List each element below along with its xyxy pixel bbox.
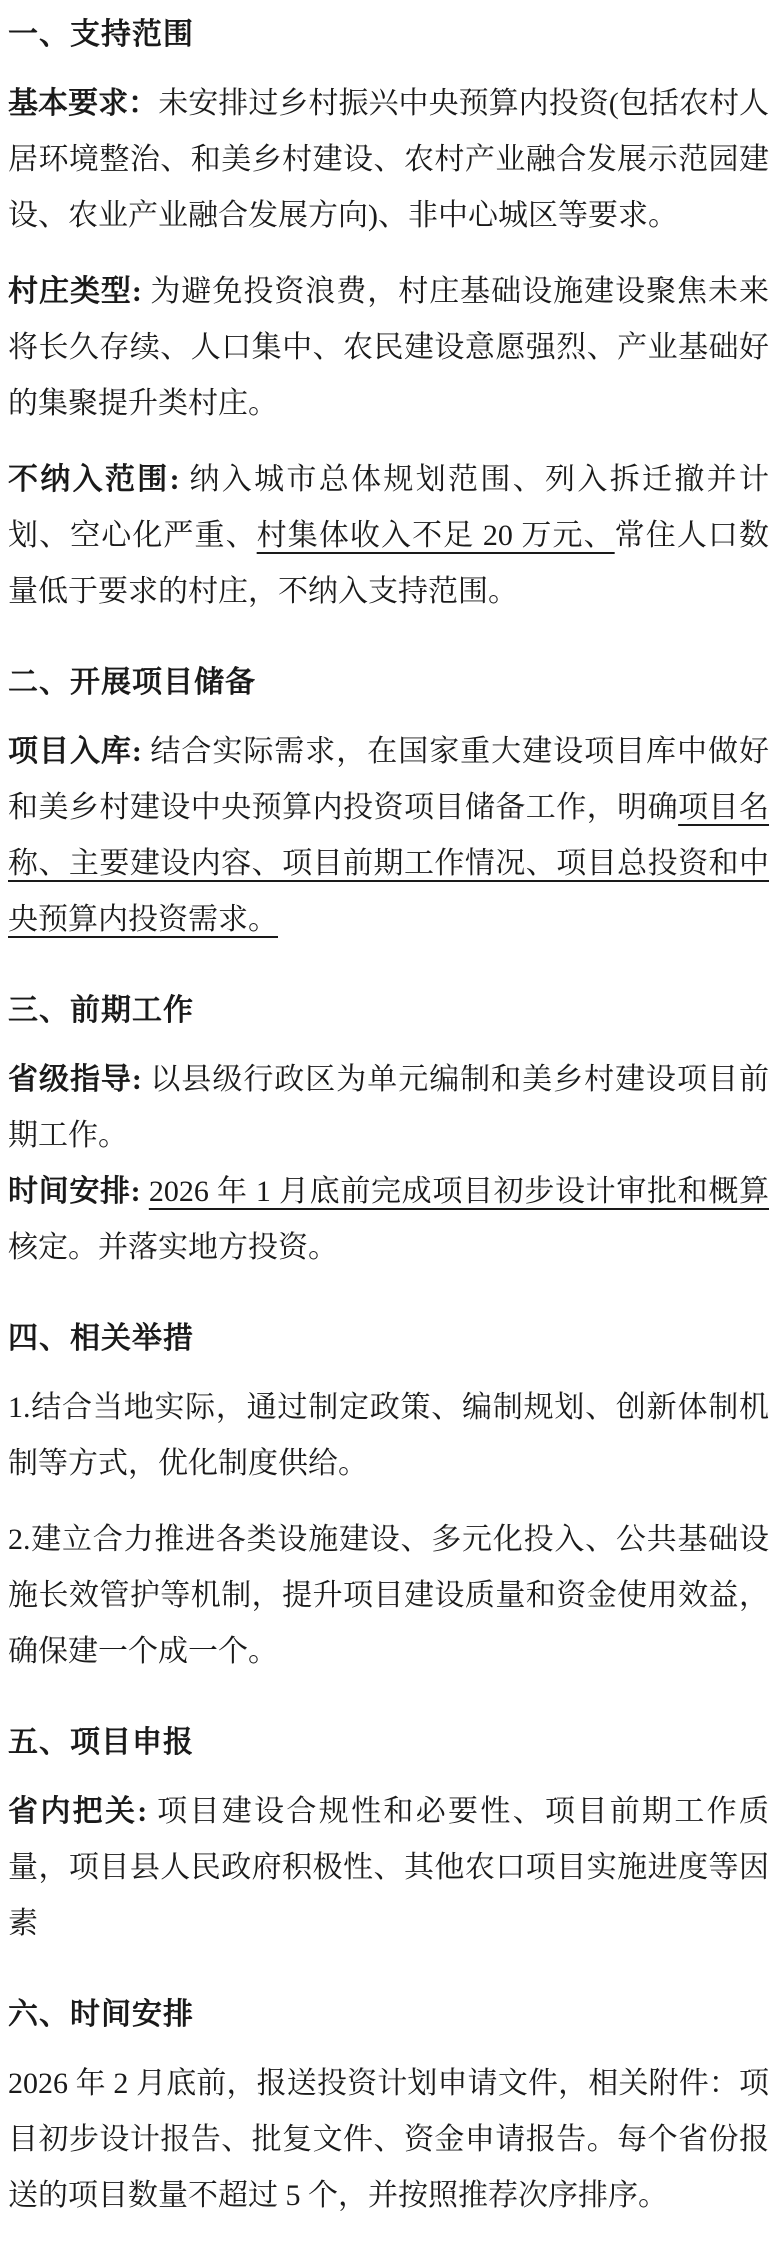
document-body	[8, 14, 769, 2224]
paragraph	[8, 1052, 769, 1164]
section-heading: 六、时间安排	[8, 1998, 194, 2031]
paragraph	[8, 1380, 769, 1492]
paragraph-text: 核定。并落实地方投资。	[8, 1231, 338, 1264]
paragraph-label: 项目入库:	[8, 735, 151, 768]
paragraph-text: 纳入城市总体规划范围、列入拆迁撤并计划、空心化严重、	[8, 463, 769, 552]
underlined-text: 村集体收入不足 20 万元、	[256, 519, 615, 552]
paragraph	[8, 1784, 769, 1952]
section-heading: 四、相关举措	[8, 1322, 194, 1355]
paragraph-label: 省级指导:	[8, 1063, 151, 1096]
underlined-text: 2026 年 1 月底前完成项目初步设计审批和概算	[148, 1175, 769, 1208]
paragraph-label: 村庄类型:	[8, 275, 151, 308]
paragraph-text: 为避免投资浪费，村庄基础设施建设聚焦未来将长久存续、人口集中、农民建设意愿强烈、产业基础好的集聚提升类村庄。	[8, 275, 769, 420]
paragraph	[8, 452, 769, 620]
paragraph-label: 基本要求：	[8, 87, 159, 120]
paragraph-text: 项目建设合规性和必要性、项目前期工作质量，项目县人民政府积极性、其他农口项目实施进度等因素	[8, 1795, 769, 1940]
paragraph-text: 以县级行政区为单元编制和美乡村建设项目前期工作。	[8, 1063, 769, 1152]
paragraph-text: 1.结合当地实际，通过制定政策、编制规划、创新体制机制等方式，优化制度供给。	[8, 1391, 769, 1480]
paragraph-label: 省内把关:	[8, 1795, 158, 1828]
paragraph	[8, 1512, 769, 1680]
underlined-text: 项目名称、主要建设内容、项目前期工作情况、项目总投资和中央预算内投资需求。	[8, 791, 770, 936]
paragraph-text: 未安排过乡村振兴中央预算内投资(包括农村人居环境整治、和美乡村建设、农村产业融合发展示范园建设、农业产业融合发展方向)、非中心城区等要求。	[8, 87, 769, 232]
paragraph-text: 2.建立合力推进各类设施建设、多元化投入、公共基础设施长效管护等机制，提升项目建设质量和资金使用效益，确保建一个成一个。	[8, 1523, 769, 1668]
paragraph-text: 结合实际需求，在国家重大建设项目库中做好和美乡村建设中央预算内投资项目储备工作，明确	[8, 735, 769, 824]
section-heading: 二、开展项目储备	[8, 666, 256, 699]
paragraph	[8, 1164, 769, 1276]
section-heading: 五、项目申报	[8, 1726, 194, 1759]
paragraph	[8, 76, 769, 244]
paragraph-text: 常住人口数量低于要求的村庄，不纳入支持范围。	[8, 519, 770, 608]
paragraph-label: 时间安排:	[8, 1175, 149, 1208]
paragraph	[8, 724, 769, 948]
paragraph	[8, 2056, 769, 2224]
section-heading: 一、支持范围	[8, 18, 194, 51]
paragraph-label: 不纳入范围:	[8, 463, 190, 496]
section-heading: 三、前期工作	[8, 994, 194, 1027]
paragraph	[8, 264, 769, 432]
paragraph-text: 2026 年 2 月底前，报送投资计划申请文件，相关附件：项目初步设计报告、批复文件、资金申请报告。每个省份报送的项目数量不超过 5 个，并按照推荐次序排序。	[8, 2067, 769, 2212]
